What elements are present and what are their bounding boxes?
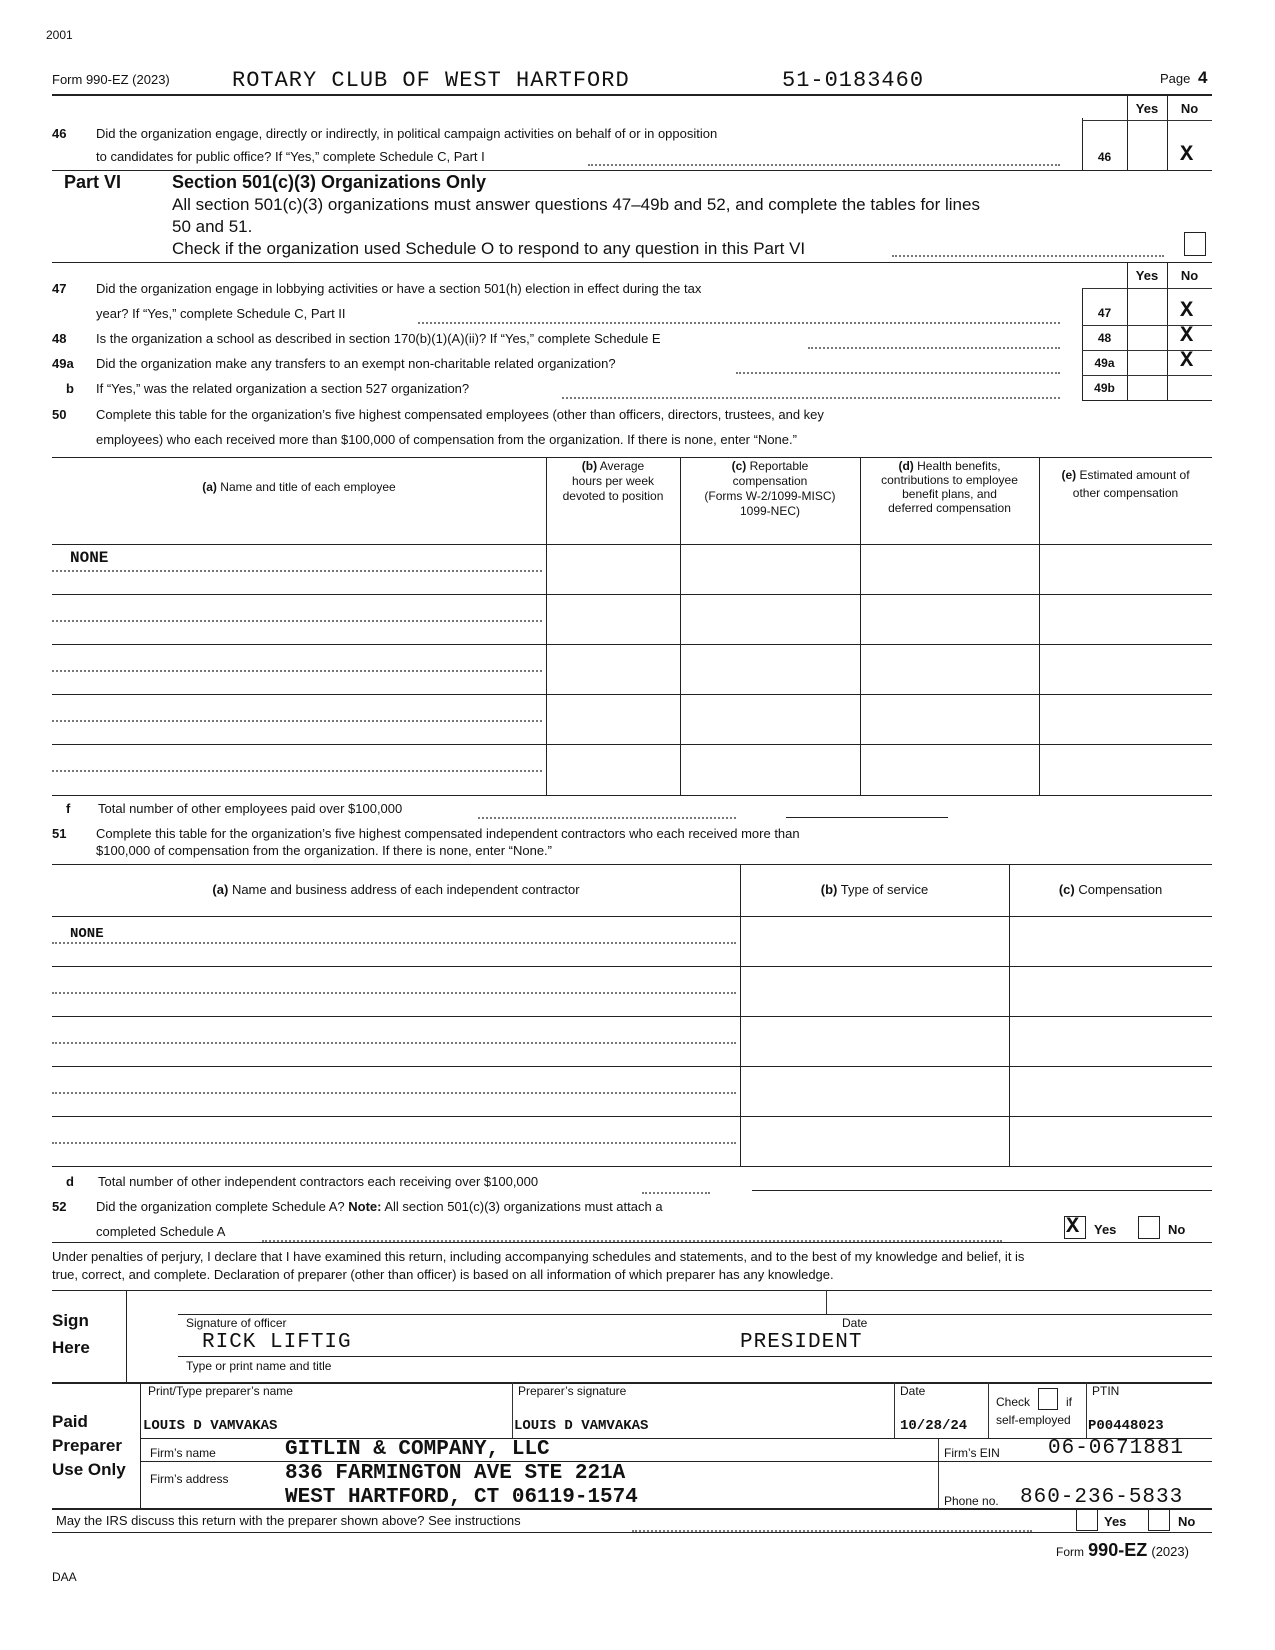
contractor-entry: NONE (70, 926, 104, 942)
preparer-label3: Use Only (52, 1460, 126, 1479)
q52-yes-checkbox[interactable] (1064, 1216, 1086, 1239)
preparer-name-label: Print/Type preparer’s name (148, 1384, 293, 1398)
part6-line1: All section 501(c)(3) organizations must answer questions 47–49b and 52, and complete the tables for lines (172, 195, 980, 214)
no-header-2: No (1180, 268, 1199, 283)
officer-sig-label: Signature of officer (186, 1316, 287, 1330)
q48-box: 48 (1097, 331, 1112, 345)
firm-address-line1: 836 FARMINGTON AVE STE 221A (285, 1462, 626, 1485)
q52-no-label: No (1168, 1222, 1186, 1237)
yes-header: Yes (1135, 101, 1159, 116)
page-number: 4 (1198, 68, 1208, 87)
col-b-header: (b) Average hours per week devoted to position (562, 459, 664, 503)
sign-date-label: Date (842, 1316, 868, 1330)
q46-num: 46 (52, 126, 67, 141)
col-e-header: (e) Estimated amount of other compensation (1061, 468, 1190, 500)
self-employed-checkbox[interactable] (1038, 1388, 1058, 1410)
q46-line1: Did the organization engage, directly or indirectly, in political campaign activities on behalf of or in opposition (96, 126, 718, 141)
q46-no-mark[interactable]: X (1180, 142, 1194, 167)
top-code: 2001 (46, 28, 73, 42)
firm-name: GITLIN & COMPANY, LLC (285, 1438, 550, 1461)
q50f-num: f (66, 801, 71, 816)
q49a-text: Did the organization make any transfers to an exempt non-charitable related organization? (96, 356, 616, 371)
employee-entry: NONE (70, 549, 109, 567)
part6-line2: 50 and 51. (172, 217, 253, 236)
self-employed-label: self-employed (996, 1413, 1071, 1427)
q49a-num: 49a (52, 356, 74, 371)
org-name: ROTARY CLUB OF WEST HARTFORD (232, 68, 630, 93)
q50f-text: Total number of other employees paid over $100,000 (98, 801, 403, 816)
part6-title: Section 501(c)(3) Organizations Only (172, 172, 487, 192)
irs-yes-label: Yes (1104, 1514, 1127, 1529)
firm-ein: 06-0671881 (1048, 1437, 1185, 1460)
irs-yes-checkbox[interactable] (1076, 1509, 1098, 1531)
q52-yes-label: Yes (1094, 1222, 1117, 1237)
q46-box: 46 (1097, 150, 1112, 164)
q51d-text: Total number of other independent contractors each receiving over $100,000 (98, 1174, 539, 1189)
preparer-label2: Preparer (52, 1436, 122, 1455)
type-name-label: Type or print name and title (186, 1359, 332, 1373)
q48-text: Is the organization a school as described in section 170(b)(1)(A)(ii)? If “Yes,” complete Schedule E (96, 331, 661, 346)
firm-address-label: Firm’s address (150, 1472, 229, 1486)
penalty-line1: Under penalties of perjury, I declare that I have examined this return, including accompanying schedules and statements, and to the best of my knowledge and belief, it is (52, 1249, 1025, 1264)
q52-line1: Did the organization complete Schedule A? Note: All section 501(c)(3) organizations must attach a (96, 1199, 663, 1214)
q52-yes-mark: X (1066, 1214, 1080, 1239)
firm-name-label: Firm’s name (150, 1446, 216, 1460)
if-label: if (1066, 1395, 1072, 1409)
q49b-box: 49b (1094, 381, 1115, 395)
col-d-header: (d) Health benefits, contributions to employee benefit plans, and deferred compensation (881, 459, 1018, 515)
q52-no-checkbox[interactable] (1138, 1216, 1160, 1239)
daa: DAA (52, 1570, 77, 1584)
irs-no-checkbox[interactable] (1148, 1509, 1170, 1531)
q47-no-mark[interactable]: X (1180, 298, 1194, 323)
irs-no-label: No (1178, 1514, 1196, 1529)
footer-form: Form 990-EZ (2023) (1056, 1540, 1189, 1560)
check-label: Check (996, 1395, 1031, 1409)
part6-line3: Check if the organization used Schedule O to respond to any question in this Part VI (172, 239, 806, 258)
preparer-date-label: Date (900, 1384, 926, 1398)
penalty-line2: true, correct, and complete. Declaration of preparer (other than officer) is based on all information of which preparer has any knowledge. (52, 1267, 834, 1282)
firm-ein-label: Firm’s EIN (944, 1446, 1000, 1460)
q51-num: 51 (52, 826, 67, 841)
preparer-sig-label: Preparer’s signature (518, 1384, 627, 1398)
ptin-label: PTIN (1092, 1384, 1120, 1398)
officer-title: PRESIDENT (740, 1331, 863, 1354)
q50-line2: employees) who each received more than $100,000 of compensation from the organization. If there is none, enter “None.” (96, 432, 797, 447)
q51-line2: $100,000 of compensation from the organization. If there is none, enter “None.” (96, 843, 552, 858)
ptin: P00448023 (1088, 1418, 1164, 1434)
form-label: Form 990-EZ (2023) (52, 72, 170, 87)
phone: 860-236-5833 (1020, 1486, 1184, 1509)
q48-no-mark[interactable]: X (1180, 323, 1194, 348)
q49a-box: 49a (1094, 356, 1115, 370)
q52-num: 52 (52, 1199, 67, 1214)
contractor-col-c: (c) Compensation (1058, 882, 1163, 897)
irs-discuss: May the IRS discuss this return with the preparer shown above? See instructions (56, 1513, 521, 1528)
preparer-sig: LOUIS D VAMVAKAS (514, 1418, 649, 1434)
contractor-col-b: (b) Type of service (820, 882, 929, 897)
q47-line1: Did the organization engage in lobbying activities or have a section 501(h) election in effect during the tax (96, 281, 702, 296)
col-a-header: (a) Name and title of each employee (202, 480, 396, 494)
q52-line2: completed Schedule A (96, 1224, 226, 1239)
q49b-num: b (66, 381, 74, 396)
col-c-header: (c) Reportable compensation (Forms W-2/1099-MISC) 1099-NEC) (704, 459, 836, 518)
q47-line2: year? If “Yes,” complete Schedule C, Part II (96, 306, 346, 321)
q49b-text: If “Yes,” was the related organization a section 527 organization? (96, 381, 470, 396)
preparer-label1: Paid (52, 1412, 88, 1431)
schedule-o-checkbox[interactable] (1184, 232, 1206, 256)
sign-label2: Here (52, 1338, 90, 1357)
q50-num: 50 (52, 407, 67, 422)
q49a-no-mark[interactable]: X (1180, 348, 1194, 373)
q48-num: 48 (52, 331, 67, 346)
ein: 51-0183460 (782, 68, 925, 93)
part6-label: Part VI (64, 172, 122, 192)
yes-header-2: Yes (1135, 268, 1159, 283)
q51d-num: d (66, 1174, 74, 1189)
no-header: No (1180, 101, 1199, 116)
q51-line1: Complete this table for the organization’s five highest compensated independent contractors who each received more than (96, 826, 800, 841)
sign-label1: Sign (52, 1311, 89, 1330)
contractor-col-a: (a) Name and business address of each independent contractor (212, 882, 580, 897)
page-label: Page (1160, 71, 1191, 86)
q47-num: 47 (52, 281, 67, 296)
q50-line1: Complete this table for the organization’s five highest compensated employees (other than officers, directors, trustees, and key (96, 407, 824, 422)
firm-address-line2: WEST HARTFORD, CT 06119-1574 (285, 1486, 638, 1509)
preparer-date: 10/28/24 (900, 1418, 968, 1434)
officer-name: RICK LIFTIG (202, 1331, 352, 1354)
q46-line2: to candidates for public office? If “Yes,” complete Schedule C, Part I (96, 149, 485, 164)
q47-box: 47 (1097, 306, 1112, 320)
phone-label: Phone no. (944, 1494, 999, 1508)
preparer-name: LOUIS D VAMVAKAS (143, 1418, 278, 1434)
